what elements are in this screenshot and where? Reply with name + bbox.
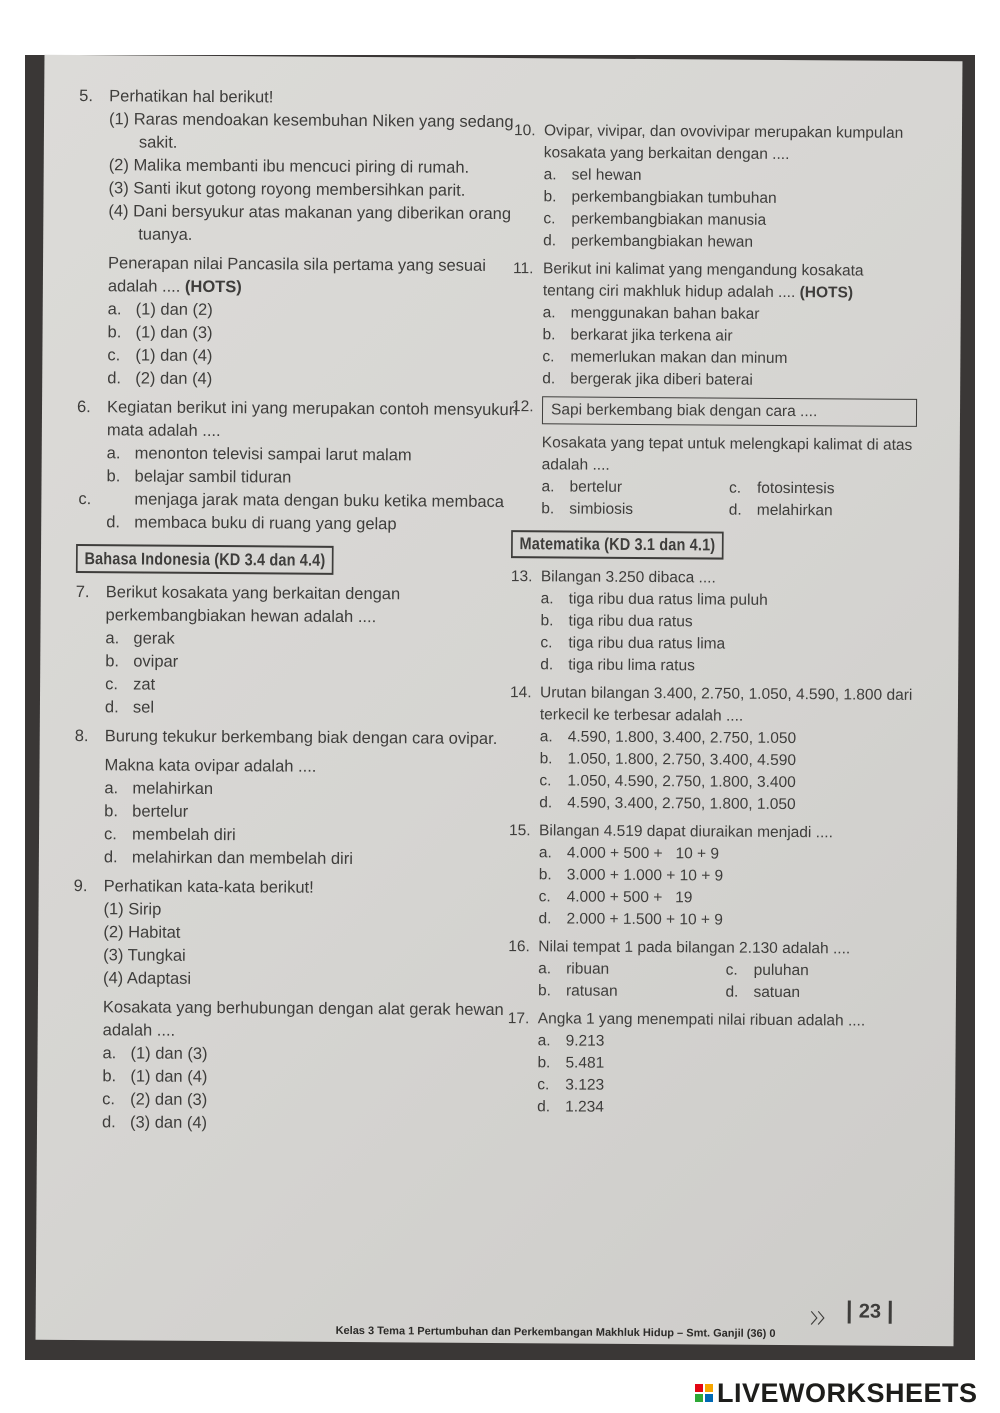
- question-text: Bilangan 3.250 dibaca ....: [540, 568, 716, 587]
- option-b[interactable]: b. ratusan: [537, 982, 618, 1000]
- option-a[interactable]: a. 4.000 + 500 + 10 + 9: [538, 844, 720, 863]
- option-b[interactable]: b. simbiosis: [541, 500, 634, 518]
- question-8: [74, 725, 520, 872]
- question-text: Kosakata yang tepat untuk melengkapi kalimat di atas adalah ....: [541, 434, 913, 474]
- option-c[interactable]: c. 3.123: [537, 1076, 605, 1094]
- question-5: [77, 85, 524, 393]
- statement-item: (2) Malika membanti ibu mencuci piring di rumah.: [108, 156, 470, 177]
- option-c[interactable]: c. perkembangbiakan manusia: [543, 210, 767, 229]
- question-number: 6.: [76, 398, 91, 417]
- question-17: [507, 1008, 913, 1121]
- option-d[interactable]: d. sel: [104, 698, 155, 717]
- option-c[interactable]: c. 4.000 + 500 + 19: [538, 888, 693, 907]
- question-number: 17.: [507, 1010, 530, 1028]
- question-text: Berikut ini kalimat yang mengandung kosakata tentang ciri makhluk hidup adalah ....: [542, 260, 864, 302]
- logo-squares-icon: [695, 1384, 713, 1402]
- option-b[interactable]: b. (1) dan (4): [102, 1067, 208, 1086]
- option-d[interactable]: d. melahirkan: [728, 501, 833, 520]
- section-heading-matematika: Matematika (KD 3.1 dan 4.1): [511, 530, 724, 559]
- option-c[interactable]: c. (1) dan (4): [107, 346, 213, 365]
- option-a[interactable]: a. 4.590, 1.800, 3.400, 2.750, 1.050: [539, 728, 797, 748]
- word-item: (4) Adaptasi: [102, 969, 192, 988]
- hots-label: (HOTS): [184, 277, 242, 297]
- option-b[interactable]: b. perkembangbiakan tumbuhan: [543, 188, 777, 207]
- option-c[interactable]: c. menjaga jarak mata dengan buku ketika membaca: [78, 490, 505, 512]
- question-text-2: Makna kata ovipar adalah ....: [104, 756, 317, 776]
- option-a[interactable]: a. sel hewan: [543, 166, 642, 184]
- question-14: [509, 682, 915, 817]
- liveworksheets-logo[interactable]: [695, 1378, 978, 1408]
- option-a[interactable]: a. menonton televisi sampai larut malam: [106, 444, 412, 465]
- option-c[interactable]: c. 1.050, 4.590, 2.750, 1.800, 3.400: [539, 772, 796, 792]
- question-intro: Perhatikan hal berikut!: [109, 87, 274, 107]
- option-b[interactable]: b. belajar sambil tiduran: [106, 467, 292, 487]
- option-d[interactable]: d. tiga ribu lima ratus: [540, 656, 695, 675]
- question-15: [508, 820, 914, 933]
- question-text: Angka 1 yang menempati nilai ribuan adalah ....: [537, 1010, 866, 1030]
- question-text: Burung tekukur berkembang biak dengan cara ovipar.: [104, 727, 498, 748]
- option-d[interactable]: d. 1.234: [537, 1098, 605, 1116]
- question-7: [75, 581, 521, 722]
- question-11: [512, 258, 918, 393]
- question-number: 8.: [74, 727, 89, 746]
- chevron-icon: 〉〉: [810, 1310, 832, 1327]
- question-number: 16.: [508, 938, 530, 956]
- question-text: Bilangan 4.519 dapat diuraikan menjadi ....: [539, 822, 833, 842]
- option-d[interactable]: d. membaca buku di ruang yang gelap: [106, 513, 397, 534]
- option-a[interactable]: a. (1) dan (2): [107, 300, 213, 319]
- worksheet-page: [36, 55, 963, 1346]
- logo-square: [695, 1384, 703, 1392]
- option-c[interactable]: c. fotosintesis: [728, 479, 835, 498]
- option-c[interactable]: c. tiga ribu dua ratus lima: [540, 634, 726, 653]
- option-d[interactable]: d. 4.590, 3.400, 2.750, 1.800, 1.050: [539, 794, 796, 814]
- statement-item: (4) Dani bersyukur atas makanan yang diberikan orang tuanya.: [108, 202, 512, 244]
- question-6: [76, 396, 522, 537]
- section-heading-bahasa-indonesia: Bahasa Indonesia (KD 3.4 dan 4.4): [76, 544, 334, 575]
- option-b[interactable]: b. ovipar: [105, 652, 179, 671]
- option-d[interactable]: d. (3) dan (4): [101, 1113, 208, 1132]
- option-b[interactable]: b. bertelur: [104, 802, 189, 821]
- question-number: 7.: [75, 583, 90, 602]
- question-text: Berikut kosakata yang berkaitan dengan perkembangbiakan hewan adalah ....: [105, 583, 401, 627]
- option-d[interactable]: d. bergerak jika diberi baterai: [542, 370, 753, 389]
- question-intro: Perhatikan kata-kata berikut!: [103, 877, 314, 897]
- option-c[interactable]: c. zat: [105, 675, 156, 694]
- word-item: (2) Habitat: [103, 923, 181, 942]
- question-number: 15.: [509, 822, 531, 840]
- question-16: [508, 936, 913, 1005]
- option-c[interactable]: c. membelah diri: [103, 825, 236, 845]
- logo-square: [705, 1394, 713, 1402]
- option-b[interactable]: b. 3.000 + 1.000 + 10 + 9: [538, 866, 724, 885]
- question-10: [513, 120, 919, 255]
- question-12: [511, 396, 917, 523]
- question-text: Nilai tempat 1 pada bilangan 2.130 adalah ....: [538, 938, 851, 958]
- statement-item: (1) Raras mendoakan kesembuhan Niken yang sedang sakit.: [108, 110, 514, 152]
- page-footer: Kelas 3 Tema 1 Pertumbuhan dan Perkembangan Makhluk Hidup – Smt. Ganjil (36) 0: [335, 1324, 776, 1340]
- option-a[interactable]: a. bertelur: [541, 478, 623, 496]
- question-text: Ovipar, vivipar, dan ovovivipar merupakan kumpulan kosakata yang berkaitan dengan ....: [543, 122, 904, 164]
- boxed-sentence: Sapi berkembang biak dengan cara ....: [542, 396, 917, 427]
- option-a[interactable]: a. melahirkan: [104, 779, 214, 799]
- option-d[interactable]: d. 2.000 + 1.500 + 10 + 9: [538, 910, 723, 929]
- question-number: 5.: [79, 87, 94, 106]
- option-b[interactable]: b. 1.050, 1.800, 2.750, 3.400, 4.590: [539, 750, 797, 770]
- option-c[interactable]: c. (2) dan (3): [102, 1090, 208, 1109]
- option-a[interactable]: a. menggunakan bahan bakar: [542, 304, 760, 323]
- question-9: [72, 875, 519, 1137]
- hots-label: (HOTS): [799, 284, 854, 302]
- question-text: Kosakata yang berhubungan dengan alat gerak hewan adalah ....: [102, 998, 504, 1040]
- option-a[interactable]: a. 9.213: [537, 1032, 605, 1050]
- page-number: 23: [848, 1300, 892, 1323]
- question-number: 14.: [509, 684, 532, 702]
- question-13: [510, 566, 916, 679]
- logo-square: [705, 1384, 713, 1392]
- question-number: 13.: [510, 568, 533, 586]
- option-a[interactable]: a. (1) dan (3): [102, 1044, 208, 1063]
- statement-item: (3) Santi ikut gotong royong membersihkan parit.: [108, 179, 466, 200]
- option-b[interactable]: b. (1) dan (3): [107, 323, 213, 342]
- question-text: Urutan bilangan 3.400, 2.750, 1.050, 4.590, 1.800 dari terkecil ke terbesar adalah ....: [539, 684, 913, 725]
- option-b[interactable]: b. 5.481: [537, 1054, 605, 1072]
- option-b[interactable]: b. tiga ribu dua ratus: [540, 612, 693, 631]
- question-text: Kegiatan berikut ini yang merupakan contoh mensyukuri mata adalah ....: [106, 398, 518, 441]
- option-d[interactable]: d. satuan: [725, 983, 801, 1002]
- option-d[interactable]: d. melahirkan dan membelah diri: [103, 848, 353, 868]
- option-d[interactable]: d. perkembangbiakan hewan: [543, 232, 754, 251]
- option-c[interactable]: c. puluhan: [725, 961, 809, 980]
- logo-square: [695, 1394, 703, 1402]
- question-number: 11.: [512, 260, 534, 278]
- question-number: 12.: [511, 398, 534, 416]
- word-item: (1) Sirip: [103, 900, 162, 919]
- option-a[interactable]: a. ribuan: [538, 960, 610, 978]
- question-text: Penerapan nilai Pancasila sila pertama yang sesuai adalah ....: [107, 254, 487, 296]
- option-d[interactable]: d. (2) dan (4): [107, 369, 213, 388]
- question-number: 10.: [513, 122, 536, 140]
- option-a[interactable]: a. gerak: [105, 629, 175, 648]
- question-number: 9.: [73, 877, 88, 896]
- option-a[interactable]: a. tiga ribu dua ratus lima puluh: [540, 590, 768, 609]
- word-item: (3) Tungkai: [103, 946, 186, 965]
- option-b[interactable]: b. berkarat jika terkena air: [542, 326, 733, 345]
- brand-name: LIVEWORKSHEETS: [717, 1377, 978, 1408]
- right-column: [507, 120, 919, 1127]
- option-c[interactable]: c. memerlukan makan dan minum: [542, 348, 788, 368]
- left-column: [72, 85, 524, 1143]
